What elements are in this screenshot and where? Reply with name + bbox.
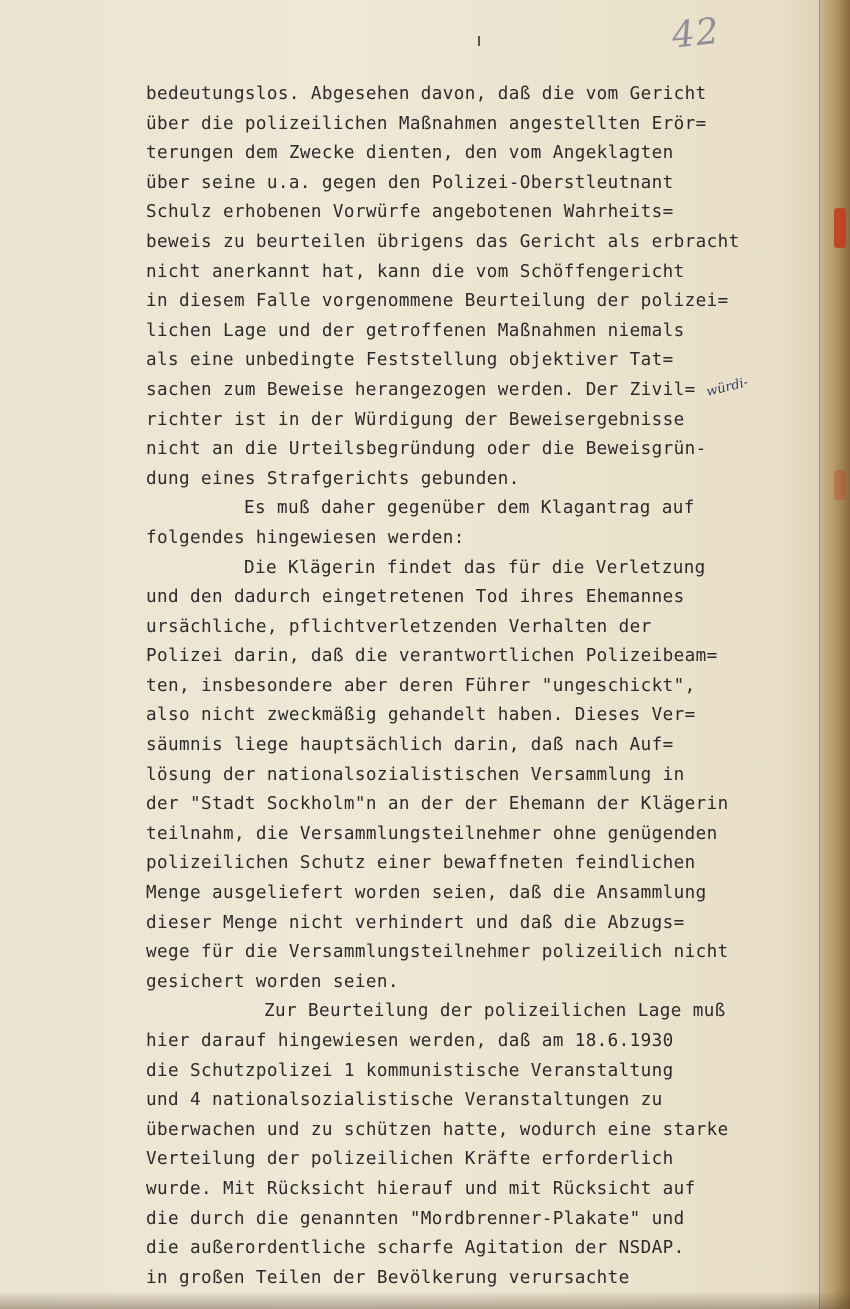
text-line: Schulz erhobenen Vorwürfe angebotenen Wahrheits= (146, 202, 674, 223)
text-line: polizeilichen Schutz einer bewaffneten feindlichen (146, 853, 696, 874)
text-line: lichen Lage und der getroffenen Maßnahmen niemals (146, 320, 685, 341)
bottom-shadow (0, 1291, 850, 1309)
red-tab-mark (834, 208, 846, 248)
text-line: gesichert worden seien. (146, 971, 399, 992)
text-line: Menge ausgeliefert worden seien, daß die Ansammlung (146, 883, 707, 904)
text-line: also nicht zweckmäßig gehandelt haben. Dieses Ver= (146, 705, 696, 726)
text-line: und 4 nationalsozialistische Veranstaltungen zu (146, 1090, 663, 1111)
text-line: Verteilung der polizeilichen Kräfte erforderlich (146, 1149, 674, 1170)
text-line: folgendes hingewiesen werden: (146, 527, 465, 548)
text-line: ursächliche, pflichtverletzenden Verhalten der (146, 616, 652, 637)
text-line: nicht an die Urteilsbegründung oder die Beweisgrün- (146, 439, 707, 460)
text-line: über die polizeilichen Maßnahmen angestellten Erör= (146, 113, 707, 134)
text-line: in diesem Falle vorgenommene Beurteilung der polizei= (146, 291, 729, 312)
text-line: teilnahm, die Versammlungsteilnehmer ohne genügenden (146, 823, 718, 844)
text-line: dung eines Strafgerichts gebunden. (146, 468, 520, 489)
text-line: über seine u.a. gegen den Polizei-Oberstleutnant (146, 172, 674, 193)
text-line: Zur Beurteilung der polizeilichen Lage muß (264, 1001, 726, 1022)
text-line: terungen dem Zwecke dienten, den vom Angeklagten (146, 143, 674, 164)
text-line: die außerordentliche scharfe Agitation der NSDAP. (146, 1238, 685, 1259)
text-line: wurde. Mit Rücksicht hierauf und mit Rücksicht auf (146, 1178, 696, 1199)
text-line: der "Stadt Sockholm"n an der der Ehemann der Klägerin (146, 794, 729, 815)
pencil-tick (478, 36, 480, 46)
text-line: säumnis liege hauptsächlich darin, daß nach Auf= (146, 735, 674, 756)
text-line: ten, insbesondere aber deren Führer "ungeschickt", (146, 675, 696, 696)
text-line: hier darauf hingewiesen werden, daß am 18.6.1930 (146, 1031, 674, 1051)
text-line: beweis zu beurteilen übrigens das Gericht als erbracht (146, 231, 740, 252)
folio-number: 42 (669, 10, 722, 57)
text-line: in großen Teilen der Bevölkerung verursachte (146, 1267, 630, 1288)
handwritten-correction: würdi- (704, 375, 750, 400)
text-line: bedeutungslos. Abgesehen davon, daß die vom Gericht (146, 84, 707, 104)
adjacent-page-edge (819, 0, 850, 1309)
text-line: wege für die Versammlungsteilnehmer polizeilich nicht (146, 942, 729, 963)
text-line: sachen zum Beweise herangezogen werden. Der Zivil= (146, 379, 696, 400)
text-line: die durch die genannten "Mordbrenner-Plakate" und (146, 1208, 685, 1229)
text-line: und den dadurch eingetretenen Tod ihres Ehemannes (146, 587, 685, 608)
text-line: richter ist in der Würdigung der Beweisergebnisse (146, 409, 685, 430)
text-line: als eine unbedingte Feststellung objektiver Tat= (146, 350, 674, 371)
text-line: überwachen und zu schützen hatte, wodurch eine starke (146, 1119, 729, 1140)
text-line: Die Klägerin findet das für die Verletzung (244, 557, 706, 578)
faint-tab-mark (834, 470, 846, 500)
text-line: lösung der nationalsozialistischen Versammlung in (146, 764, 685, 785)
text-line: die Schutzpolizei 1 kommunistische Veranstaltung (146, 1060, 674, 1081)
text-line: dieser Menge nicht verhindert und daß die Abzugs= (146, 912, 685, 933)
typewritten-body (146, 80, 806, 1293)
text-line: nicht anerkannt hat, kann die vom Schöffengericht (146, 261, 685, 282)
text-line: Polizei darin, daß die verantwortlichen Polizeibeam= (146, 646, 718, 667)
text-line: Es muß daher gegenüber dem Klagantrag auf (244, 498, 695, 519)
